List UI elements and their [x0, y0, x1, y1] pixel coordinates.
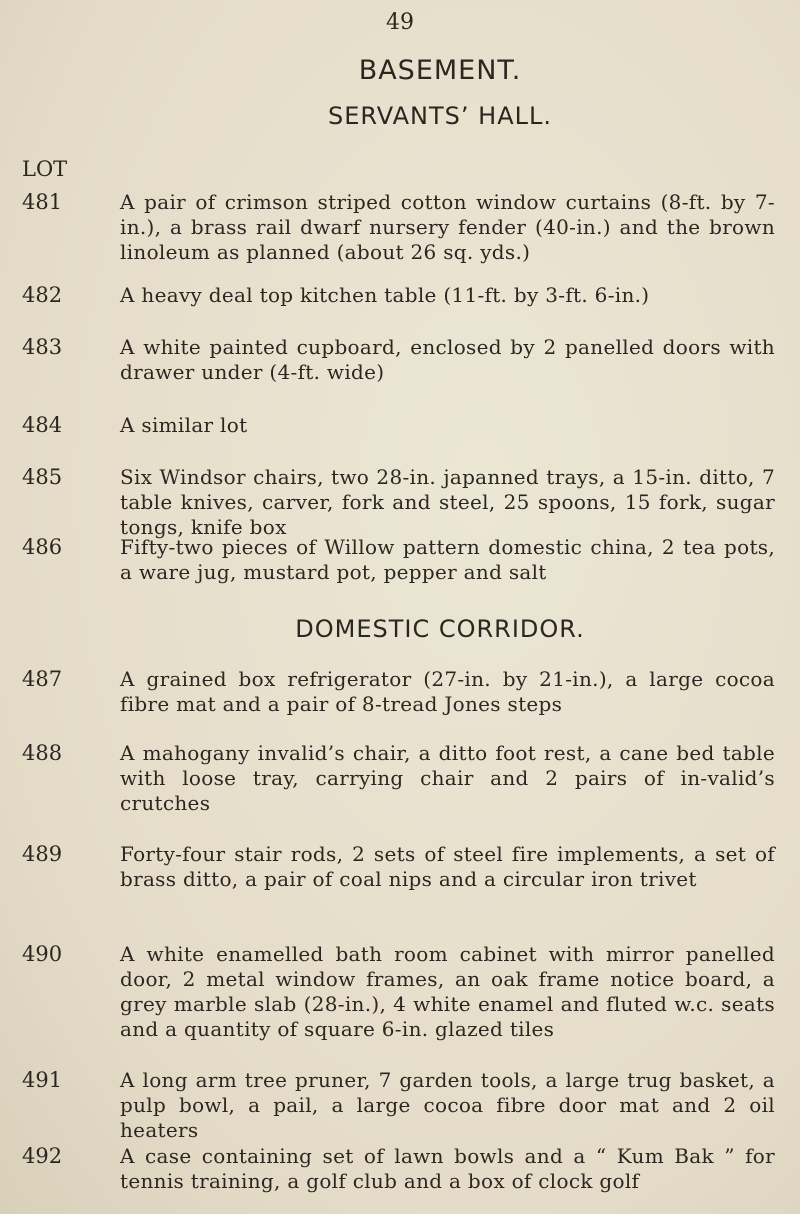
lot-description: A similar lot — [120, 413, 248, 437]
lot-description: A heavy deal top kitchen table (11-ft. by 3-ft. 6-in.) — [120, 283, 650, 307]
lot-491 — [22, 1068, 792, 1143]
lot-number: 492 — [22, 1144, 63, 1168]
lot-description: Six Windsor chairs, two 28-in. japanned trays, a 15-in. ditto, 7 table knives, carver, fork and steel, 25 spoons, 15 fork, sugar tongs, knife box — [120, 465, 775, 539]
lot-description: A long arm tree pruner, 7 garden tools, a large trug basket, a pulp bowl, a pail, a large cocoa fibre door mat and 2 oil heaters — [120, 1068, 775, 1142]
lot-485 — [22, 465, 792, 540]
lot-489 — [22, 842, 792, 892]
lot-description: A case containing set of lawn bowls and a “ Kum Bak ” for tennis training, a golf club and a box of clock golf — [120, 1144, 775, 1193]
lot-484 — [22, 413, 792, 438]
lot-description: A white painted cupboard, enclosed by 2 panelled doors with drawer under (4-ft. wide) — [120, 335, 775, 384]
heading-basement: BASEMENT. — [358, 55, 522, 86]
lot-description: A mahogany invalid’s chair, a ditto foot rest, a cane bed table with loose tray, carrying chair and 2 pairs of in-valid’s crutches — [120, 741, 775, 815]
lot-description: A grained box refrigerator (27-in. by 21-in.), a large cocoa fibre mat and a pair of 8-tread Jones steps — [120, 667, 775, 716]
lot-486 — [22, 535, 792, 585]
lot-number: 481 — [22, 190, 63, 214]
lot-number: 489 — [22, 842, 63, 866]
lot-description: A pair of crimson striped cotton window curtains (8-ft. by 7-in.), a brass rail dwarf nursery fender (40-in.) and the brown linoleum as planned (about 26 sq. yds.) — [120, 190, 775, 264]
heading-servants-hall: SERVANTS’ HALL. — [327, 102, 552, 130]
lot-492 — [22, 1144, 792, 1194]
lot-488 — [22, 741, 792, 816]
lot-490 — [22, 942, 792, 1042]
lot-number: 484 — [22, 413, 63, 437]
lot-number: 486 — [22, 535, 63, 559]
lot-number: 482 — [22, 283, 63, 307]
lot-481 — [22, 190, 792, 265]
heading-domestic-corridor: DOMESTIC CORRIDOR. — [295, 615, 585, 643]
lot-number: 485 — [22, 465, 63, 489]
lot-number: 488 — [22, 741, 63, 765]
lot-487 — [22, 667, 792, 717]
lot-number: 491 — [22, 1068, 63, 1092]
lot-description: Forty-four stair rods, 2 sets of steel fire implements, a set of brass ditto, a pair of coal nips and a circular iron trivet — [120, 842, 775, 891]
lot-483 — [22, 335, 792, 385]
lot-column-header: LOT — [22, 157, 68, 181]
lot-482 — [22, 283, 792, 308]
lot-number: 483 — [22, 335, 63, 359]
lot-description: A white enamelled bath room cabinet with mirror panelled door, 2 metal window frames, an oak frame notice board, a grey marble slab (28-in.), 4 white enamel and fluted w.c. seats and a quantity of square 6-in. glazed tiles — [120, 942, 775, 1041]
lot-number: 487 — [22, 667, 63, 691]
lot-number: 490 — [22, 942, 63, 966]
page-number: 49 — [386, 10, 414, 35]
lot-description: Fifty-two pieces of Willow pattern domestic china, 2 tea pots, a ware jug, mustard pot, pepper and salt — [120, 535, 775, 584]
